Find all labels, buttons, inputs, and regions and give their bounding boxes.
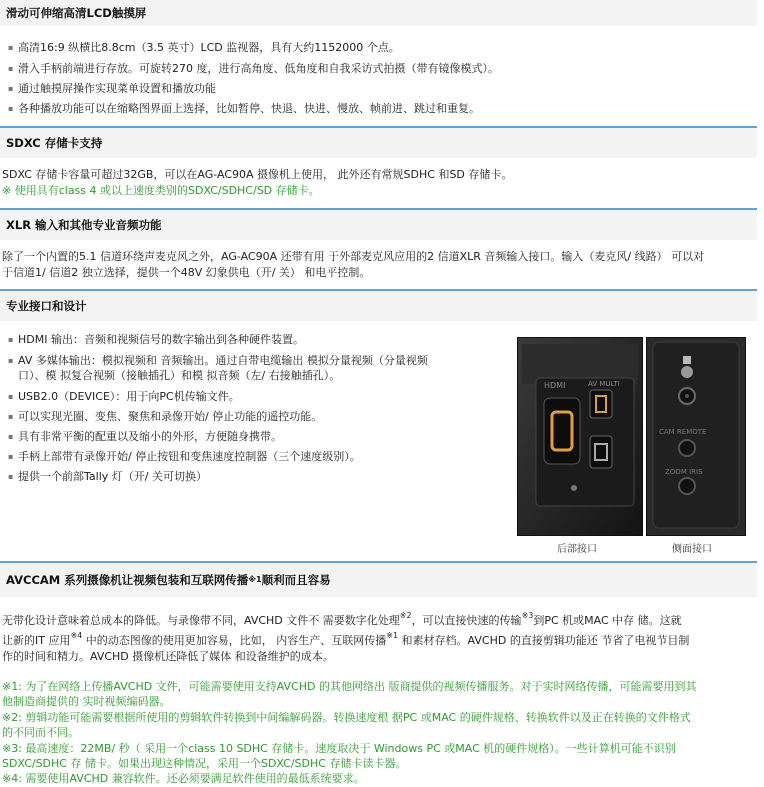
footnote-line: ※2: 剪辑功能可能需要根据所使用的剪辑软件转换到中间编解码器。转换速度根 据PC 或MAC 的硬件规格、转换软件以及正在转换的文件格式	[2, 711, 691, 724]
section-title-avccam: AVCCAM 系列摄像机让视频包装和互联网传播 ※1 顺利而且容易	[0, 563, 757, 597]
avccam-paragraph-line2	[2, 633, 689, 649]
section-title-text: AVCCAM 系列摄像机让视频包装和互联网传播	[6, 573, 249, 587]
list-item: ▪ 各种播放功能可以在缩略图界面上选择，比如暂停、快退、快进、慢放、帧前进、跳过和重复。	[8, 100, 480, 117]
text-run: 让新的IT 应用	[2, 634, 71, 647]
av-multi-label: AV MULTI	[588, 380, 620, 388]
list-item: ▪ 手柄上部带有录像开始/ 停止按钮和变焦速度控制器（三个速度级别）。	[8, 448, 361, 465]
cam-remote-label: CAM REMOTE	[659, 428, 707, 436]
avccam-paragraph-line1	[2, 613, 682, 629]
text-run: 到PC 机或MAC 中存 储。这就	[533, 614, 682, 627]
xlr-text-line2: 于信道1/ 信道2 独立选择，提供一个48V 幻象供电（开/ 关） 和电平控制。	[2, 266, 371, 279]
text-run: 无带化设计意味着总成本的降低。与录像带不同，AVCHD 文件不 需要数字化处理	[2, 614, 400, 627]
list-item: ▪ 滑入手柄前端进行存放。可旋转270 度，进行高角度、低角度和自我采访式拍摄（带有镜像模式）。	[8, 60, 499, 77]
list-item: ▪ 高清16:9 纵横比8.8cm（3.5 英寸）LCD 监视器，具有大约1152000 个点。	[8, 39, 400, 56]
side-interface-caption: 侧面接口	[672, 544, 712, 555]
list-item: ▪ 提供一个前部Tally 灯（开/ 关可切换）	[8, 468, 207, 485]
section-title-text: XLR 输入和其他专业音频功能	[6, 218, 162, 232]
list-item-continuation: 口）、模 拟复合视频（接触插孔）和模 拟音频（左/ 右接触插孔）。	[18, 369, 341, 382]
xlr-text-line1: 除了一个内置的5.1 信道环绕声麦克风之外，AG-AC90A 还带有用 于外部麦克风应用的2 信道XLR 音频输入接口。输入（麦克风/ 线路） 可以对	[2, 250, 705, 263]
zoom-iris-label: ZOOM IRIS	[665, 468, 703, 476]
section-title-text: 专业接口和设计	[6, 299, 87, 313]
footnote-ref: ※4	[70, 631, 83, 640]
text-run: ，可以直接快速的传输	[411, 614, 522, 627]
footnote-line: 他制造商提供的 实时视频编码器。	[2, 695, 171, 708]
rear-interface-caption: 后部接口	[557, 544, 597, 555]
list-item: ▪ HDMI 输出：音频和视频信号的数字输出到各种硬件装置。	[8, 331, 304, 348]
footnote-ref: ※2	[399, 611, 412, 620]
list-item: ▪ 通过触摸屏操作实现菜单设置和播放功能	[8, 80, 216, 97]
section-title-lcd	[0, 0, 757, 26]
sdxc-note: ※ 使用具有class 4 或以上速度类别的SDXC/SDHC/SD 存储卡。	[2, 184, 320, 197]
section-title-text: 滑动可伸缩高清LCD触摸屏	[6, 6, 147, 20]
list-item: ▪ 可以实现光圈、变焦、聚焦和录像开始/ 停止功能的遥控功能。	[8, 408, 322, 425]
section-title-text-end: 顺利而且容易	[261, 573, 331, 587]
text-run: 中的动态图像的使用更加容易，比如， 内容生产、互联网传播	[82, 634, 387, 647]
footnote-line: 的不同而不同。	[2, 726, 79, 739]
section-title-text: SDXC 存储卡支持	[6, 136, 103, 150]
section-title-sdxc	[0, 128, 757, 158]
section-title-xlr	[0, 210, 757, 240]
side-interface-photo	[646, 337, 746, 536]
footnote-line: ※3: 最高速度：22MB/ 秒（ 采用一个class 10 SDHC 存储卡。速度取决于 Windows PC 或MAC 机的硬件规格）。一些计算机可能不识别	[2, 742, 676, 755]
footnote-ref: ※3	[521, 611, 534, 620]
footnote-ref: ※1	[386, 631, 399, 640]
footnote-line: SDXC/SDHC 存 储卡。如果出现这种情况，采用一个SDXC/SDHC 存储卡读卡器。	[2, 757, 407, 770]
rear-interface-photo	[517, 337, 643, 536]
list-item: ▪ 具有非常平衡的配重以及缩小的外形，方便随身携带。	[8, 428, 282, 445]
footnote-line: ※4: 需要使用AVCHD 兼容软件。还必须要满足软件使用的最低系统要求。	[2, 772, 365, 785]
list-item: ▪ USB2.0（DEVICE）：用于向PC机传输文件。	[8, 388, 240, 405]
avccam-paragraph-line3: 作的时间和精力。AVCHD 摄像机还降低了媒体 和设备维护的成本。	[2, 650, 334, 663]
footnote-line: ※1: 为了在网络上传播AVCHD 文件，可能需要使用支持AVCHD 的其他网络出 版商提供的视频传播服务。对于实时网络传播，可能需要用到其	[2, 680, 697, 693]
hdmi-label: HDMI	[544, 381, 566, 390]
text-run: 和素材存档。AVCHD 的直接剪辑功能还 节省了电视节目制	[398, 634, 690, 647]
sdxc-description: SDXC 存储卡容量可超过32GB，可以在AG-AC90A 摄像机上使用， 此外还有常规SDHC 和SD 存储卡。	[2, 168, 513, 181]
section-title-interfaces	[0, 291, 757, 321]
list-item: ▪ AV 多媒体输出：模拟视频和 音频输出。通过自带电缆输出 模拟分量视频（分量视频	[8, 352, 428, 369]
